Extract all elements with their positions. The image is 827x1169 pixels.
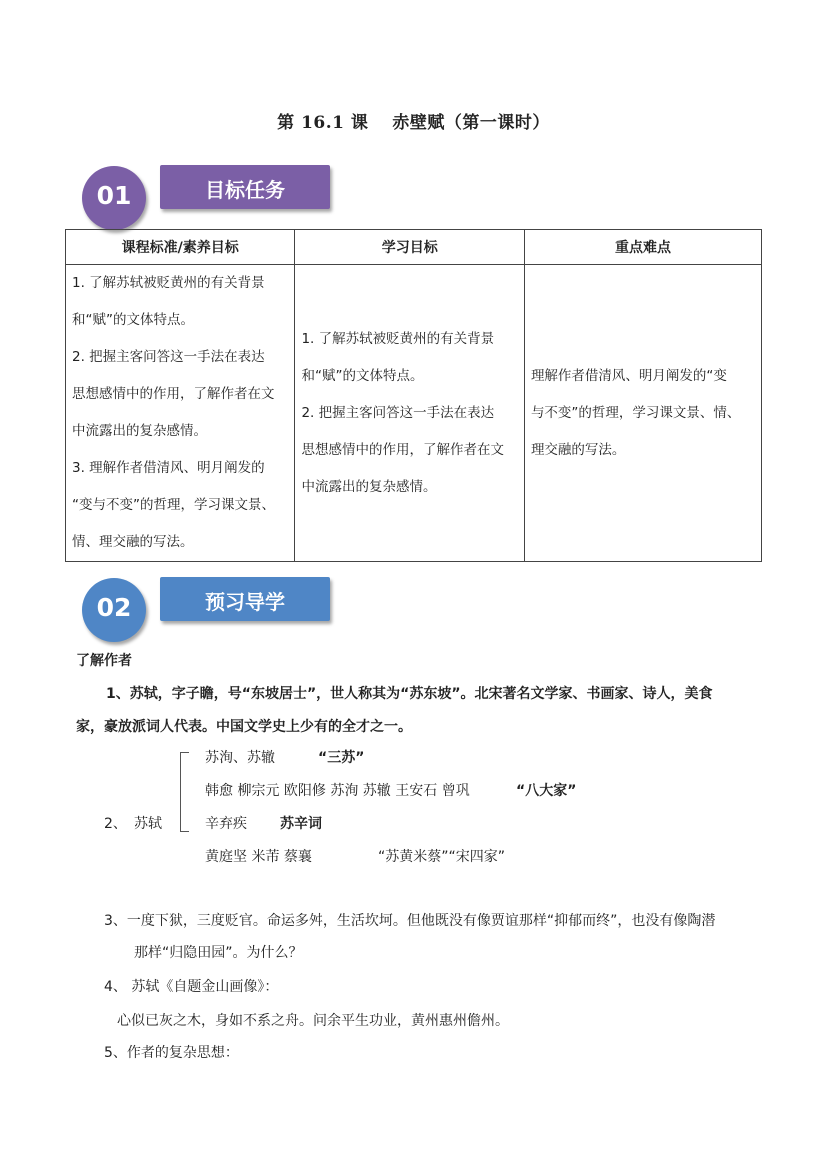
relation-tag: 苏辛词 [280,816,322,832]
table-cell-standards [66,265,295,562]
cell-line: 中流露出的复杂感情。 [72,423,207,439]
relation-names: 黄庭坚 米芾 蔡襄 [205,849,312,865]
section-number-badge [82,578,146,642]
author-paragraph-1-line-1: 1、苏轼，字子瞻，号“东坡居士”，世人称其为“苏东坡”。北宋著名文学家、书画家、诗人，美食 [106,686,713,702]
author-heading: 了解作者 [76,653,132,669]
cell-line: 和“赋”的文体特点。 [72,312,194,328]
author-paragraph-4: 4、 苏轼《自题金山画像》： [104,979,279,995]
author-quote: 心似已灰之木，身如不系之舟。问余平生功业，黄州惠州儋州。 [117,1013,509,1029]
section-banner-goals [82,160,352,228]
relation-tag: “三苏” [318,750,365,766]
page-title: 第 16.1 课 赤壁赋（第一课时） [277,113,550,133]
cell-line: 和“赋”的文体特点。 [301,367,424,384]
brace-bracket [180,752,189,832]
cell-line: 1. 了解苏轼被贬黄州的有关背景 [72,275,265,291]
table-header-cell: 学习目标 [295,230,524,265]
table-row [66,265,762,562]
table-header-cell: 重点难点 [524,230,761,265]
table-cell-learning-goals [295,265,524,562]
section-label: 目标任务 [205,178,285,202]
section-label-bar [160,577,330,621]
table-cell-key-points [524,265,761,562]
cell-line: 3. 理解作者借清风、明月阐发的 [72,460,265,476]
cell-line: 1. 了解苏轼被贬黄州的有关背景 [301,330,495,347]
cell-line: 理解作者借清风、明月阐发的“变 [530,367,727,384]
goals-table [65,229,762,562]
cell-line: 中流露出的复杂感情。 [301,478,437,495]
table-header-row [66,230,762,265]
section-number: 02 [96,593,132,622]
author-paragraph-3-line-2: 那样“归隐田园”。为什么？ [134,945,303,961]
table-header-cell: 课程标准/素养目标 [66,230,295,265]
author-item-2-name: 苏轼 [134,816,162,832]
relation-names: 苏洵、苏辙 [205,750,275,766]
cell-line: 2. 把握主客问答这一手法在表达 [301,404,495,421]
relation-names: 韩愈 柳宗元 欧阳修 苏洵 苏辙 王安石 曾巩 [205,783,470,799]
author-paragraph-3-line-1: 3、一度下狱，三度贬官。命运多舛，生活坎坷。但他既没有像贾谊那样“抑郁而终”，也没有像陶潜 [104,913,716,929]
author-paragraph-5: 5、作者的复杂思想： [104,1045,239,1061]
relation-names: 辛弃疾 [205,816,247,832]
section-number: 01 [96,181,132,210]
cell-line: “变与不变”的哲理，学习课文景、 [72,497,275,513]
section-label-bar [160,165,330,209]
relation-tag: “八大家” [516,783,577,799]
author-paragraph-1-line-2: 家，豪放派词人代表。中国文学史上少有的全才之一。 [76,719,412,735]
cell-line: 思想感情中的作用，了解作者在文 [301,441,504,458]
cell-line: 与不变”的哲理，学习课文景、情、 [530,404,741,421]
section-banner-preview [82,572,352,640]
cell-line: 思想感情中的作用，了解作者在文 [72,386,275,402]
section-label: 预习导学 [205,590,285,614]
cell-line: 理交融的写法。 [530,441,626,458]
relation-tag: “苏黄米蔡”“宋四家” [378,849,506,865]
section-number-badge [82,166,146,230]
author-item-2-number: 2、 [104,816,127,832]
cell-line: 2. 把握主客问答这一手法在表达 [72,349,265,365]
cell-line: 情、理交融的写法。 [72,534,194,550]
